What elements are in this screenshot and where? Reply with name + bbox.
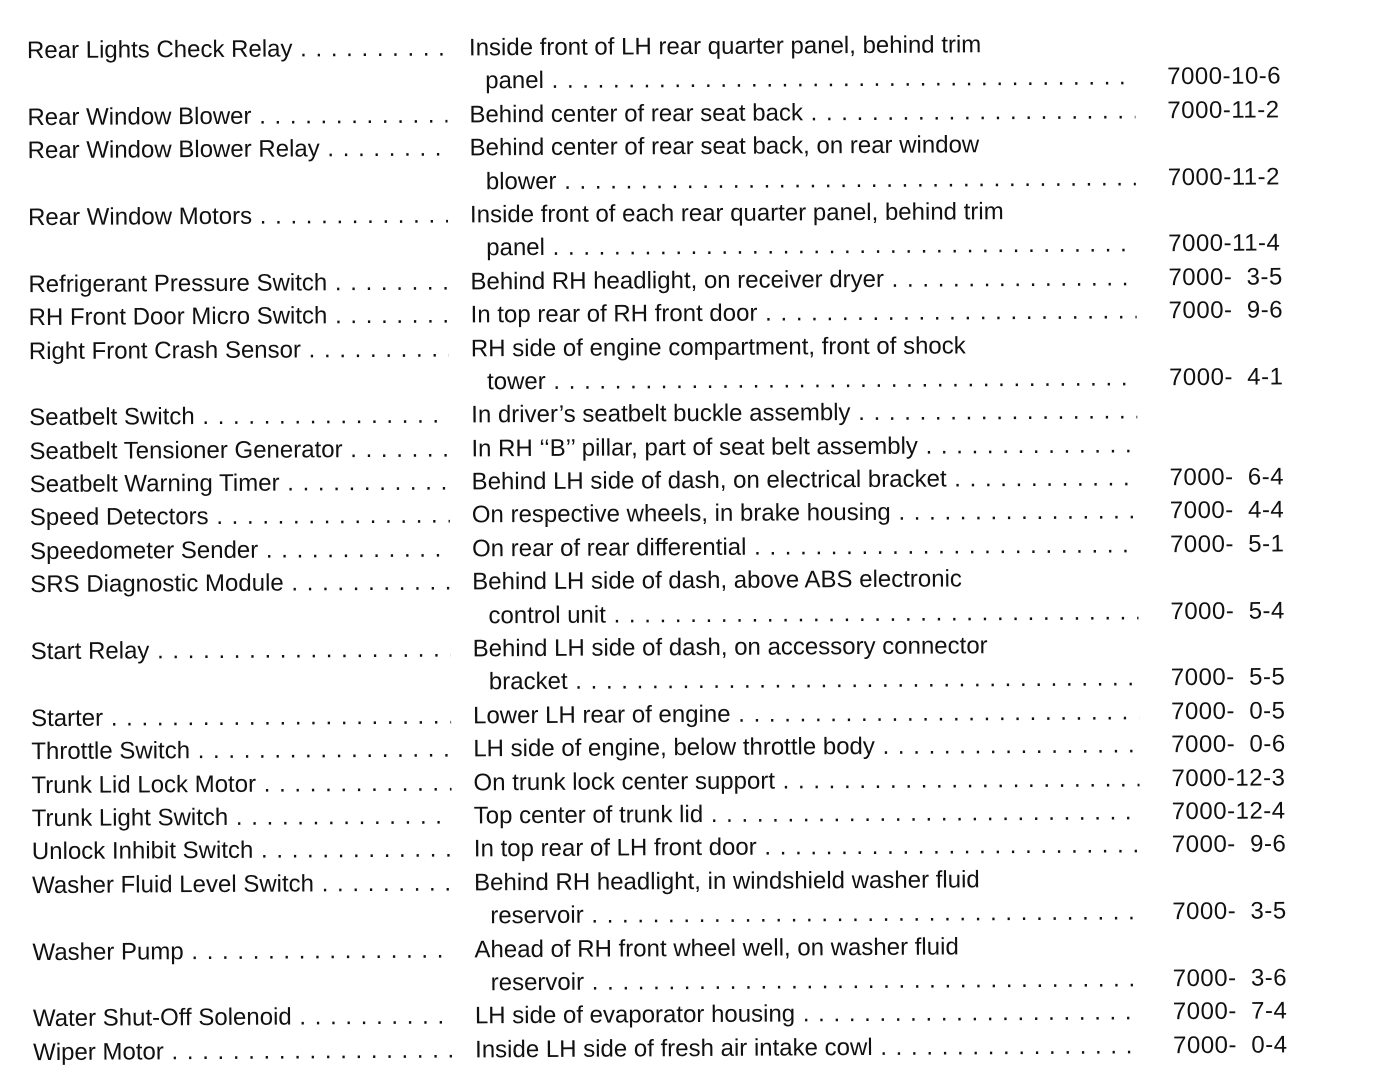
location-text: Behind LH side of dash, on electrical bracket . . . (472, 461, 1138, 498)
page-reference: 7000-12-3 (1171, 764, 1286, 792)
location-text: tower . . . (487, 361, 1137, 398)
location-text: In top rear of RH front door . . . (471, 294, 1137, 331)
location-text: In driver’s seatbelt buckle assembly . . . (471, 395, 1137, 432)
page-reference: 7000- 9-6 (1168, 296, 1284, 325)
component-name: SRS Diagnostic Module . . . (30, 566, 450, 602)
component-name: Seatbelt Warning Timer . . . (30, 466, 450, 502)
component-entry (32, 861, 1332, 936)
page-reference: 7000- 3-5 (1168, 263, 1283, 291)
component-name: Rear Window Blower . . . (27, 98, 447, 134)
page-reference: 7000-11-2 (1167, 163, 1281, 191)
component-name: Rear Window Blower Relay . . . (28, 132, 448, 168)
location-text: Inside front of LH rear quarter panel, behind trim (468, 31, 982, 62)
location-text: Behind center of rear seat back, on rear window (469, 131, 980, 162)
location-text: Inside front of each rear quarter panel, behind trim (469, 198, 1004, 229)
component-name: Trunk Light Switch . . . (32, 800, 452, 836)
location-text: Lower LH rear of engine . . . (473, 695, 1139, 732)
location-text: reservoir . . . (490, 895, 1140, 932)
component-entry (28, 193, 1328, 268)
component-name: Trunk Lid Lock Motor . . . (31, 766, 451, 802)
page-reference: 7000-11-4 (1168, 229, 1281, 258)
component-name: Rear Window Motors . . . (28, 198, 448, 234)
component-name: Seatbelt Tensioner Generator . . . (29, 432, 449, 468)
component-entry (29, 327, 1329, 402)
location-text: reservoir . . . (491, 962, 1141, 999)
component-name: Starter . . . (31, 699, 451, 735)
component-name: RH Front Door Micro Switch . . . (29, 299, 449, 335)
component-name: Seatbelt Switch . . . (29, 399, 449, 435)
location-text: On rear of rear differential . . . (472, 528, 1138, 565)
component-entry (31, 627, 1331, 702)
location-text: panel . . . (486, 228, 1136, 265)
component-entry (30, 560, 1330, 635)
location-text: Behind RH headlight, in windshield washer fluid (474, 866, 980, 897)
location-text: Behind LH side of dash, on accessory connector (472, 632, 988, 663)
location-text: panel . . . (485, 61, 1135, 98)
page-reference: 7000- 6-4 (1169, 463, 1285, 492)
page-reference: 7000- 9-6 (1171, 830, 1287, 859)
component-entry (33, 1028, 1333, 1069)
component-name: Right Front Crash Sensor . . . (29, 332, 449, 368)
component-name: Water Shut-Off Solenoid . . . (33, 1000, 453, 1036)
component-name: Unlock Inhibit Switch . . . (32, 833, 452, 869)
component-entry (28, 126, 1328, 201)
component-name: Wiper Motor . . . (33, 1033, 453, 1069)
location-text: Behind LH side of dash, above ABS electronic (472, 565, 962, 596)
component-name: Start Relay . . . (31, 633, 451, 669)
location-text: On trunk lock center support . . . (473, 762, 1139, 799)
location-text: In top rear of LH front door . . . (474, 829, 1140, 866)
component-name: Speedometer Sender . . . (30, 532, 450, 568)
entry-first-line (33, 1028, 1333, 1069)
location-text: LH side of engine, below throttle body . . . (473, 729, 1139, 766)
page-reference: 7000- 0-5 (1170, 697, 1286, 725)
component-name: Throttle Switch . . . (31, 733, 451, 769)
component-name: Rear Lights Check Relay . . . (27, 32, 447, 68)
component-name: Washer Fluid Level Switch . . . (32, 866, 452, 902)
page-reference: 7000-10-6 (1167, 62, 1282, 91)
page-reference: 7000- 5-1 (1169, 530, 1285, 558)
location-text: blower . . . (486, 161, 1136, 198)
page-reference: 7000- 0-4 (1173, 1031, 1288, 1059)
location-text: In RH ‘‘B’’ pillar, part of seat belt assembly . . . (471, 428, 1137, 465)
location-text: Top center of trunk lid . . . (474, 795, 1140, 832)
location-text: control unit . . . (488, 595, 1138, 632)
location-text: bracket . . . (489, 662, 1139, 699)
component-name: Refrigerant Pressure Switch . . . (28, 265, 448, 301)
page-reference: 7000- 7-4 (1172, 997, 1288, 1026)
location-text: Behind center of rear seat back . . . (469, 94, 1135, 131)
location-text: Behind RH headlight, on receiver dryer . . . (470, 261, 1136, 298)
location-text: Ahead of RH front wheel well, on washer fluid (474, 932, 959, 963)
location-text: Inside LH side of fresh air intake cowl . . . (475, 1029, 1141, 1066)
component-name: Washer Pump . . . (32, 933, 452, 969)
page-reference: 7000-12-4 (1171, 797, 1286, 826)
component-entry (27, 26, 1327, 101)
location-text: LH side of evaporator housing . . . (475, 996, 1141, 1033)
component-location-list (27, 26, 1333, 1069)
page-reference: 7000-11-2 (1167, 96, 1280, 124)
component-name: Speed Detectors . . . (30, 499, 450, 535)
component-entry (32, 928, 1332, 1003)
page-reference: 7000- 5-5 (1170, 663, 1286, 692)
page-reference: 7000- 0-6 (1171, 730, 1286, 759)
location-text: On respective wheels, in brake housing . . . (472, 495, 1138, 532)
page-reference: 7000- 4-1 (1168, 363, 1284, 392)
page-reference: 7000- 3-6 (1172, 964, 1288, 993)
page-reference: 7000- 3-5 (1172, 897, 1287, 926)
page-reference: 7000- 5-4 (1170, 597, 1285, 625)
page-reference: 7000- 4-4 (1169, 496, 1285, 525)
location-text: RH side of engine compartment, front of shock (470, 331, 966, 362)
